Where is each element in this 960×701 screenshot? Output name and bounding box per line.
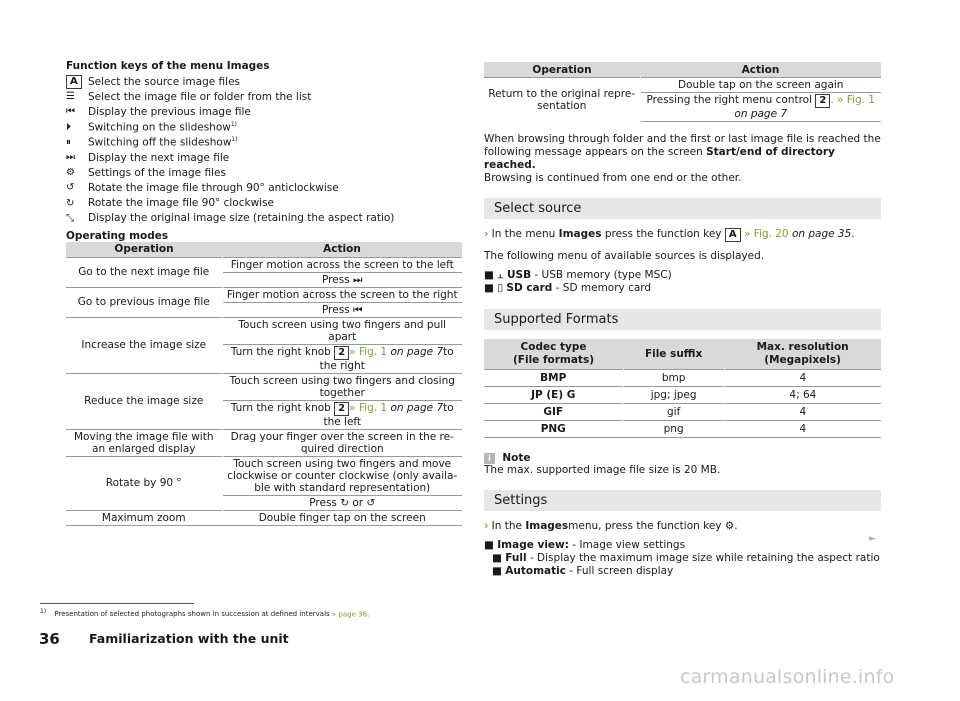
return-table: [484, 62, 881, 122]
operating-modes-table: [66, 242, 462, 526]
source-name: SD card: [506, 282, 553, 294]
table-row: [484, 404, 881, 421]
browse-text-2: Browsing is continued from one end or the other.: [484, 172, 742, 184]
function-key-row: [66, 104, 462, 119]
right-column: [484, 62, 881, 578]
settings-instruction: [484, 520, 881, 533]
table-row: [484, 421, 881, 438]
table-header-action: Action: [222, 242, 462, 258]
sources-list: [484, 269, 881, 295]
text: In the: [491, 520, 526, 532]
table-row: [66, 317, 462, 344]
table-cell-action: Press ⏮: [222, 302, 462, 317]
fig-link[interactable]: . » Fig. 1: [830, 94, 875, 106]
key-description: Select the source image files: [88, 75, 241, 88]
source-item: ■ ⫠ USB - USB memory (type MSC): [484, 269, 672, 281]
previous-icon: ⏮: [66, 106, 75, 118]
select-source-instruction: [484, 228, 881, 242]
table-cell-action: Touch screen using two fingers and pull apart: [222, 317, 462, 344]
formats-header: Max. resolution (Megapixels): [724, 339, 881, 370]
function-key-row: [66, 150, 462, 165]
browse-text: When browsing through folder and the first or last image file is reached the following message appears on the screen: [484, 133, 881, 158]
automatic-item: ■ Automatic - Full screen display: [492, 565, 674, 577]
table-cell: gif: [623, 404, 724, 421]
note-label: Note: [502, 452, 531, 464]
table-cell-action: Touch screen using two fingers and move clockwise or counter clockwise (only availa-ble with standard representation): [222, 456, 462, 495]
table-cell: 4: [724, 404, 881, 421]
table-row: [66, 257, 462, 272]
table-cell: jpg; jpeg: [623, 387, 724, 404]
table-row: [484, 387, 881, 404]
continue-arrow-icon: ►: [869, 534, 876, 544]
key-description: Display the original image size (retaining the aspect ratio): [88, 212, 395, 225]
key-2-label: 2: [815, 94, 830, 108]
table-cell: 4: [724, 421, 881, 438]
settings-heading: Settings: [484, 490, 881, 511]
function-key-row: [66, 89, 462, 104]
bold-term: Automatic: [505, 565, 566, 577]
arrow-icon: ›: [484, 520, 489, 532]
function-key-text: [88, 197, 462, 209]
menu-name: Images: [525, 520, 569, 532]
footnote-mark: 1): [40, 608, 47, 615]
function-key-row: [66, 74, 462, 89]
page-number: 36: [39, 630, 60, 648]
function-key-text: [88, 182, 462, 194]
note-text: The max. supported image file size is 20 MB.: [484, 464, 721, 476]
text: - Image view settings: [568, 539, 686, 551]
table-row: [66, 287, 462, 302]
key-description: Switching on the slideshow: [88, 121, 231, 134]
action-text: to the left: [323, 401, 454, 428]
table-row: [66, 429, 462, 456]
function-key-text: [88, 76, 462, 88]
key-a-label: A: [66, 75, 82, 89]
key-description: Settings of the image files: [88, 166, 226, 179]
text: .: [734, 520, 738, 532]
pause-icon: ⏸: [66, 136, 71, 148]
table-row: [66, 456, 462, 495]
source-name: USB: [506, 269, 532, 281]
bold-term: Image view:: [497, 539, 569, 551]
note-block: [484, 452, 881, 477]
left-column: [66, 60, 462, 526]
function-key-text: [88, 106, 462, 118]
text: In the menu: [491, 228, 559, 240]
next-icon: ⏭: [66, 152, 75, 164]
function-key-list: [66, 74, 462, 226]
function-key-row: [66, 165, 462, 180]
footnote: [40, 608, 369, 618]
text: menu, press the function key: [568, 520, 725, 532]
table-row: [66, 373, 462, 400]
arrow-icon: ›: [484, 228, 489, 240]
table-cell-action: [222, 344, 462, 373]
key-2-label: 2: [334, 402, 349, 416]
key-2-label: 2: [334, 346, 349, 360]
table-cell: png: [623, 421, 724, 438]
table-cell: BMP: [484, 370, 623, 387]
source-description: - USB memory (type MSC): [531, 269, 672, 281]
table-cell: GIF: [484, 404, 623, 421]
browse-paragraph: [484, 133, 881, 185]
function-key-row: [66, 211, 462, 226]
action-text: Pressing the right menu control: [646, 94, 816, 106]
table-cell-operation: Moving the image file with an enlarged display: [66, 429, 222, 456]
settings-icon: ⚙: [66, 167, 75, 179]
table-header-operation: Operation: [484, 62, 640, 78]
page-ref: on page 7: [387, 401, 444, 414]
key-description: Display the previous image file: [88, 105, 251, 118]
table-cell: 4; 64: [724, 387, 881, 404]
function-keys-heading: Function keys of the menu Images: [66, 60, 270, 72]
table-cell-operation: Rotate by 90 °: [66, 456, 222, 510]
source-description: - SD memory card: [552, 282, 652, 294]
key-description: Switching off the slideshow: [88, 136, 232, 149]
table-cell-operation: Reduce the image size: [66, 373, 222, 429]
text: - Full screen display: [565, 565, 674, 577]
table-cell-action: Finger motion across the screen to the left: [222, 257, 462, 272]
original-size-icon: ⤡: [66, 212, 74, 224]
table-cell-operation: Go to previous image file: [66, 287, 222, 317]
full-item: ■ Full - Display the maximum image size while retaining the aspect ratio: [492, 552, 880, 564]
table-cell-operation: Maximum zoom: [66, 510, 222, 525]
fig-link[interactable]: » Fig. 1: [349, 401, 388, 414]
table-cell-action: [640, 93, 881, 122]
action-text: Turn the right knob: [230, 401, 335, 414]
settings-icon: ⚙: [724, 520, 735, 532]
table-cell-operation: Go to the next image file: [66, 257, 222, 287]
table-header-action: Action: [640, 62, 881, 78]
function-key-row: [66, 120, 462, 135]
key-description: Rotate the image file 90° clockwise: [88, 197, 275, 210]
page-ref: on page 7: [734, 108, 788, 120]
key-description: Select the image file or folder from the list: [88, 90, 312, 103]
function-key-row: [66, 135, 462, 150]
page-link[interactable]: » page 36: [331, 610, 368, 619]
page-ref: on page 7: [387, 345, 444, 358]
text: - Display the maximum image size while retaining the aspect ratio: [526, 552, 880, 564]
function-key-text: [88, 167, 462, 179]
fig-link[interactable]: » Fig. 20: [740, 228, 789, 240]
usb-icon: ⫠: [497, 269, 504, 281]
table-header-operation: Operation: [66, 242, 222, 258]
footnote-mark: 1): [231, 136, 238, 144]
action-text: to the right: [319, 345, 454, 372]
bold-term: Full: [505, 552, 527, 564]
function-key-text: [88, 136, 462, 149]
table-row: [484, 370, 881, 387]
table-cell-action: [222, 400, 462, 429]
table-cell-action: Finger motion across the screen to the right: [222, 287, 462, 302]
key-a-icon: [66, 75, 88, 89]
table-cell-action: Touch screen using two fingers and closing together: [222, 373, 462, 400]
function-key-text: [88, 212, 462, 224]
rotate-left-icon: ↺: [66, 182, 75, 194]
sd-card-icon: ▯: [497, 282, 504, 294]
table-cell: PNG: [484, 421, 623, 438]
text: .: [851, 228, 855, 240]
footnote-divider: [40, 603, 194, 604]
page-title: Familiarization with the unit: [89, 631, 289, 646]
formats-header: File suffix: [623, 339, 724, 370]
source-item: ■ ▯ SD card - SD memory card: [484, 282, 652, 294]
table-cell-operation: Return to the original repre-sentation: [484, 78, 640, 122]
action-text: Turn the right knob: [230, 345, 335, 358]
list-icon: ☰: [66, 91, 75, 103]
fig-link[interactable]: » Fig. 1: [349, 345, 388, 358]
watermark: carmanualsonline.info: [680, 666, 895, 688]
page-ref: on page 35: [788, 228, 852, 240]
text: .: [367, 610, 370, 619]
select-source-heading: Select source: [484, 198, 881, 219]
sources-intro: The following menu of available sources is displayed.: [484, 250, 765, 262]
browse-message: Start/end of directory reached.: [484, 146, 835, 171]
function-key-text: [88, 91, 462, 103]
image-view-item: ■ Image view: - Image view settings: [484, 539, 686, 551]
table-cell-action: Press ↻ or ↺: [222, 495, 462, 510]
table-cell: bmp: [623, 370, 724, 387]
key-description: Rotate the image file through 90° anticlockwise: [88, 181, 339, 194]
table-cell-action: Double tap on the screen again: [640, 78, 881, 93]
rotate-right-icon: ↻: [66, 197, 75, 209]
table-cell: 4: [724, 370, 881, 387]
text: press the function key: [601, 228, 725, 240]
table-cell-action: Double finger tap on the screen: [222, 510, 462, 525]
footnote-text: Presentation of selected photographs shown in succession at defined intervals: [54, 610, 332, 619]
supported-formats-heading: Supported Formats: [484, 309, 881, 330]
function-key-text: [88, 121, 462, 134]
table-cell: JP (E) G: [484, 387, 623, 404]
key-description: Display the next image file: [88, 151, 230, 164]
table-cell-action: Drag your finger over the screen in the re-quired direction: [222, 429, 462, 456]
table-cell-operation: Increase the image size: [66, 317, 222, 373]
menu-name: Images: [558, 228, 602, 240]
function-key-text: [88, 152, 462, 164]
footnote-mark: 1): [230, 120, 238, 128]
table-row: [66, 510, 462, 525]
operating-modes-heading: Operating modes: [66, 229, 169, 242]
key-a-label: A: [725, 228, 741, 242]
function-key-row: [66, 180, 462, 195]
play-icon: ⏵: [66, 121, 71, 133]
formats-header: Codec type (File formats): [484, 339, 623, 370]
table-cell-action: Press ⏭: [222, 272, 462, 287]
formats-table: [484, 339, 881, 438]
info-icon: i: [484, 453, 495, 464]
function-key-row: [66, 196, 462, 211]
